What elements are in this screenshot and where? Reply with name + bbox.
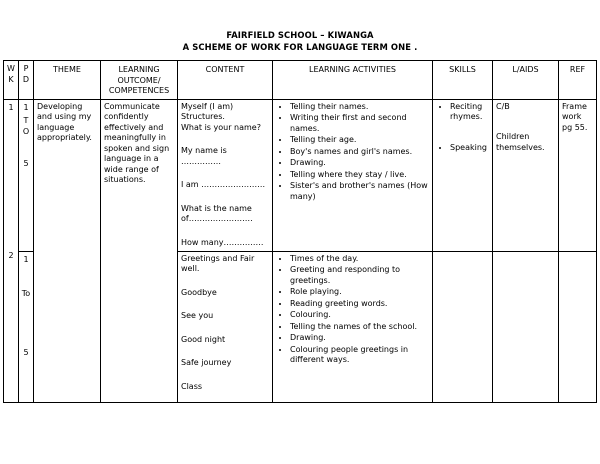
- list-item: • Boy's names and girl's names.: [290, 147, 429, 158]
- ref-cell: Frame work pg 55.: [559, 99, 597, 251]
- school-title: FAIRFIELD SCHOOL – KIWANGA: [226, 30, 374, 40]
- content-cell: Greetings and Fair well. Goodbye See you Good night Safe journey Class: [178, 251, 273, 403]
- scheme-subtitle: A SCHEME OF WORK FOR LANGUAGE TERM ONE .: [182, 42, 418, 52]
- activities-cell: [273, 99, 433, 251]
- activities-cell: [273, 251, 433, 403]
- table-row-week-1: [4, 99, 597, 251]
- list-item: • Speaking: [450, 143, 489, 154]
- content-cell: Myself (I am) Structures. What is your name? My name is …………… I am …………………… What is the name of…………………… How many……………: [178, 99, 273, 251]
- scheme-of-work-table: [3, 60, 597, 403]
- header-row: [4, 61, 597, 100]
- list-item: • Colouring people greetings in different ways.: [290, 345, 429, 366]
- list-item: • Telling the names of the school.: [290, 322, 429, 333]
- activities-list: [276, 102, 429, 203]
- list-item: • Colouring.: [290, 310, 429, 321]
- skills-cell-empty: [433, 251, 493, 403]
- period-cell: 1 To 5: [19, 251, 34, 403]
- theme-cell: Developing and using my language appropriately.: [34, 99, 101, 403]
- week-cell: 1 2: [4, 99, 19, 403]
- header-pd: P D: [19, 61, 34, 100]
- header-ref: REF: [559, 61, 597, 100]
- period-cell: 1 T O 5: [19, 99, 34, 251]
- header-activities: LEARNING ACTIVITIES: [273, 61, 433, 100]
- skills-list: [436, 102, 489, 154]
- header-aids: L/AIDS: [493, 61, 559, 100]
- header-wk: W K: [4, 61, 19, 100]
- list-item: • Reading greeting words.: [290, 299, 429, 310]
- header-outcome: LEARNING OUTCOME/ COMPETENCES: [101, 61, 178, 100]
- skills-cell: [433, 99, 493, 251]
- list-item: • Times of the day.: [290, 254, 429, 265]
- header-theme: THEME: [34, 61, 101, 100]
- list-item: • Drawing.: [290, 333, 429, 344]
- outcome-cell: Communicate confidently effectively and meaningfully in spoken and sign language in a wide range of situations.: [101, 99, 178, 403]
- aids-cell-empty: [493, 251, 559, 403]
- header-content: CONTENT: [178, 61, 273, 100]
- list-item: • Sister's and brother's names (How many): [290, 181, 429, 202]
- list-item: • Role playing.: [290, 287, 429, 298]
- activities-list: [276, 254, 429, 366]
- list-item: • Writing their first and second names.: [290, 113, 429, 134]
- list-item: • Telling where they stay / live.: [290, 170, 429, 181]
- ref-cell-empty: [559, 251, 597, 403]
- list-item: • Telling their names.: [290, 102, 429, 113]
- list-item: • Reciting rhymes.: [450, 102, 489, 123]
- list-item: • Greeting and responding to greetings.: [290, 265, 429, 286]
- aids-cell: C/B Children themselves.: [493, 99, 559, 251]
- header-skills: SKILLS: [433, 61, 493, 100]
- list-item: • Drawing.: [290, 158, 429, 169]
- list-item: • Telling their age.: [290, 135, 429, 146]
